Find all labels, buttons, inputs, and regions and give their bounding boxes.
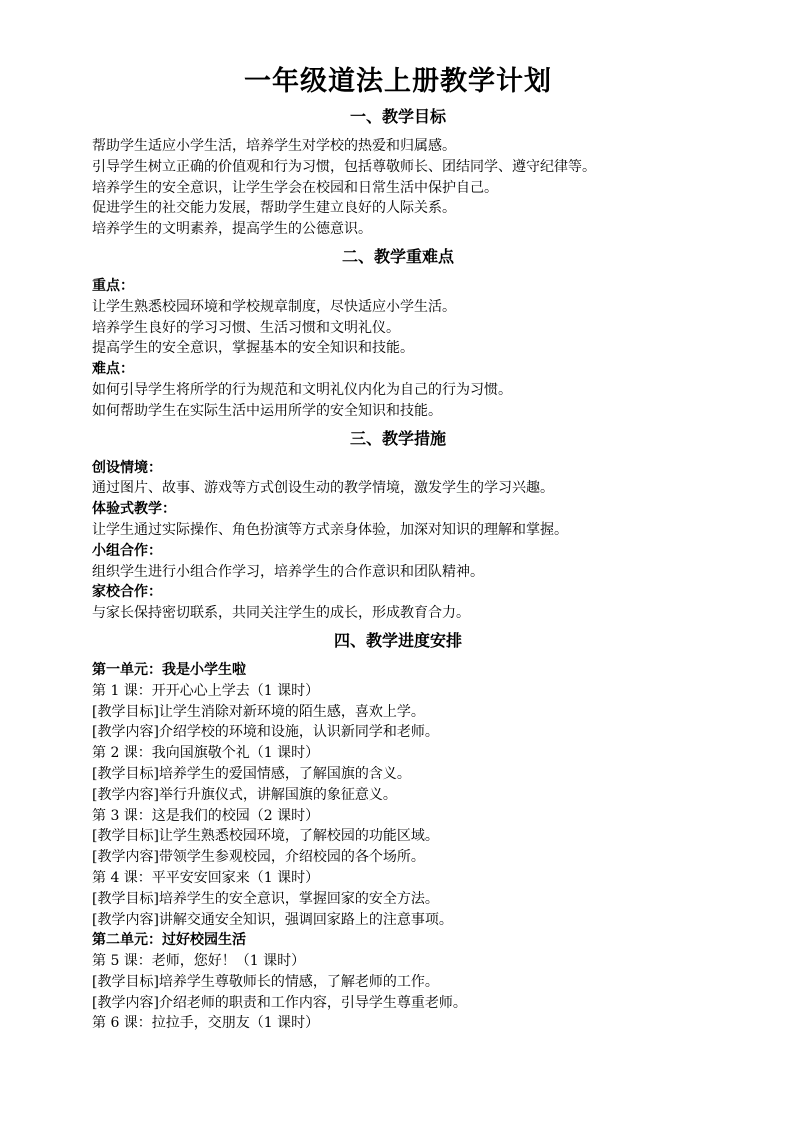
section-heading: 四、教学进度安排 bbox=[333, 630, 462, 650]
goal-line: 促进学生的社交能力发展，帮助学生建立良好的人际关系。 bbox=[92, 200, 456, 217]
lesson-title: 第 5 课：老师，您好！（1 课时） bbox=[92, 953, 306, 970]
key-point-line: 提高学生的安全意识，掌握基本的安全知识和技能。 bbox=[92, 340, 414, 357]
lesson-goal: [教学目标]培养学生尊敬师长的情感，了解老师的工作。 bbox=[92, 973, 439, 990]
measure-label: 小组合作： bbox=[92, 542, 162, 559]
section-teaching-measures bbox=[92, 428, 704, 624]
goal-list bbox=[92, 136, 704, 240]
section-heading: 二、教学重难点 bbox=[341, 246, 454, 266]
measure-label: 体验式教学： bbox=[92, 501, 176, 518]
measure-line: 与家长保持密切联系，共同关注学生的成长，形成教育合力。 bbox=[92, 605, 470, 622]
lesson-title: 第 2 课：我向国旗敬个礼（1 课时） bbox=[92, 745, 320, 762]
difficult-point-line: 如何帮助学生在实际生活中运用所学的安全知识和技能。 bbox=[92, 402, 442, 419]
key-point-line: 培养学生良好的学习习惯、生活习惯和文明礼仪。 bbox=[92, 319, 400, 336]
lesson-title: 第 6 课：拉拉手，交朋友（1 课时） bbox=[92, 1015, 320, 1032]
lesson-content: [教学内容]介绍学校的环境和设施，认识新同学和老师。 bbox=[92, 724, 439, 741]
difficult-points-label: 难点： bbox=[92, 361, 134, 378]
lesson-title: 第 4 课：平平安安回家来（1 课时） bbox=[92, 869, 320, 886]
goal-line: 帮助学生适应小学生活，培养学生对学校的热爱和归属感。 bbox=[92, 138, 456, 154]
lesson-content: [教学内容]讲解交通安全知识，强调回家路上的注意事项。 bbox=[92, 911, 453, 928]
lesson-goal: [教学目标]让学生熟悉校园环境，了解校园的功能区域。 bbox=[92, 828, 439, 845]
goal-line: 引导学生树立正确的价值观和行为习惯，包括尊敬师长、团结同学、遵守纪律等。 bbox=[92, 158, 596, 175]
unit-title: 第一单元：我是小学生啦 bbox=[92, 661, 246, 678]
key-points-label: 重点： bbox=[92, 277, 134, 294]
goal-line: 培养学生的文明素养，提高学生的公德意识。 bbox=[92, 221, 372, 238]
section-key-difficult-points bbox=[92, 246, 704, 422]
goal-line: 培养学生的安全意识，让学生学会在校园和日常生活中保护自己。 bbox=[92, 179, 498, 196]
unit-title: 第二单元：过好校园生活 bbox=[92, 932, 246, 949]
measure-line: 让学生通过实际操作、角色扮演等方式亲身体验，加深对知识的理解和掌握。 bbox=[92, 521, 568, 538]
document-title: 一年级道法上册教学计划 bbox=[244, 66, 552, 97]
key-point-line: 让学生熟悉校园环境和学校规章制度，尽快适应小学生活。 bbox=[92, 298, 456, 315]
measure-line: 通过图片、故事、游戏等方式创设生动的教学情境，激发学生的学习兴趣。 bbox=[92, 480, 554, 497]
difficult-point-line: 如何引导学生将所学的行为规范和文明礼仪内化为自己的行为习惯。 bbox=[92, 381, 512, 398]
measure-label: 创设情境： bbox=[92, 459, 162, 476]
lesson-title: 第 3 课：这是我们的校园（2 课时） bbox=[92, 807, 320, 824]
lesson-content: [教学内容]介绍老师的职责和工作内容，引导学生尊重老师。 bbox=[92, 994, 467, 1011]
measure-label: 家校合作： bbox=[92, 584, 162, 601]
section-schedule bbox=[92, 630, 704, 1034]
lesson-title: 第 1 课：开开心心上学去（1 课时） bbox=[92, 682, 320, 699]
lesson-goal: [教学目标]培养学生的安全意识，掌握回家的安全方法。 bbox=[92, 890, 439, 907]
section-heading: 三、教学措施 bbox=[349, 428, 446, 448]
lesson-content: [教学内容]带领学生参观校园，介绍校园的各个场所。 bbox=[92, 849, 425, 866]
measure-line: 组织学生进行小组合作学习，培养学生的合作意识和团队精神。 bbox=[92, 563, 484, 580]
section-heading: 一、教学目标 bbox=[349, 107, 446, 126]
lesson-content: [教学内容]举行升旗仪式，讲解国旗的象征意义。 bbox=[92, 786, 397, 803]
lesson-goal: [教学目标]让学生消除对新环境的陌生感，喜欢上学。 bbox=[92, 703, 425, 720]
lesson-goal: [教学目标]培养学生的爱国情感，了解国旗的含义。 bbox=[92, 765, 411, 782]
section-teaching-goals bbox=[92, 106, 704, 240]
